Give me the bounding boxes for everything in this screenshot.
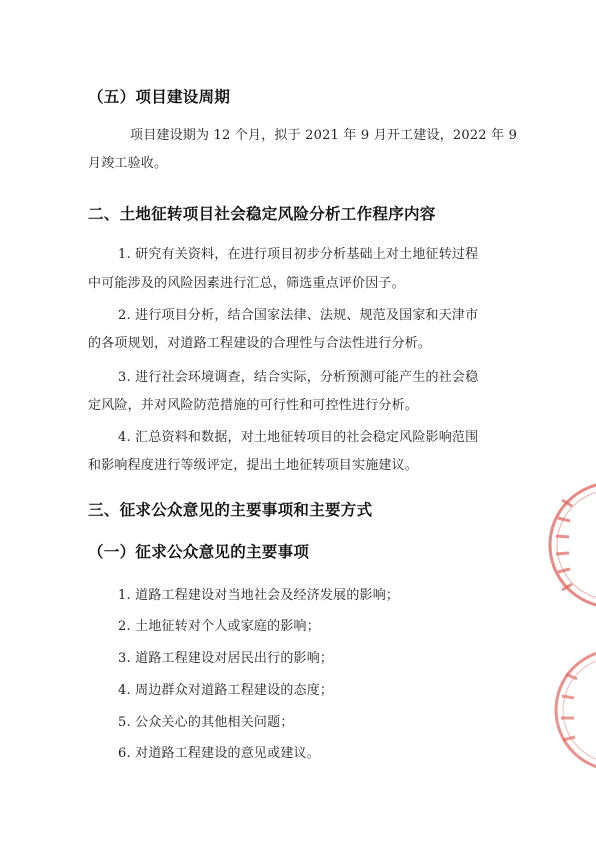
list-item: 1. 道路工程建设对当地社会及经济发展的影响； [118,588,400,603]
procedure-step-1-line-1: 1. 研究有关资料，在进行项目初步分析基础上对土地征转过程 [118,247,479,262]
list-item: 4. 周边群众对道路工程建设的态度； [118,683,334,698]
procedure-step-3-line-1: 3. 进行社会环境调查，结合实际，分析预测可能产生的社会稳 [118,370,479,385]
list-item: 5. 公众关心的其他相关问题； [118,715,294,730]
procedure-step-3-line-2: 定风险，并对风险防范措施的可行性和可控性进行分析。 [88,398,419,413]
project-period-paragraph-line-2: 月竣工验收。 [88,156,168,171]
procedure-step-4-line-1: 4. 汇总资料和数据，对土地征转项目的社会稳定风险影响范围 [118,430,479,445]
project-period-paragraph-line-1: 项目建设期为 12 个月，拟于 2021 年 9 月开工建设，2022 年 9 [130,128,518,143]
procedure-step-2-line-1: 2. 进行项目分析，结合国家法律、法规、规范及国家和天津市 [118,308,479,323]
section-title-risk-analysis-procedure: 二、土地征转项目社会稳定风险分析工作程序内容 [88,205,436,223]
list-item: 3. 道路工程建设对居民出行的影响； [118,651,334,666]
seal-stamp-lower [546,640,596,780]
section-title-project-period: （五）项目建设周期 [88,88,231,106]
section-title-public-opinion: 三、征求公众意见的主要事项和主要方式 [88,501,373,519]
list-item: 6. 对道路工程建设的意见或建议。 [118,746,320,761]
subsection-title-public-opinion-items: （一）征求公众意见的主要事项 [88,543,310,561]
list-item: 2. 土地征转对个人或家庭的影响； [118,619,320,634]
procedure-step-1-line-2: 中可能涉及的风险因素进行汇总，筛选重点评价因子。 [88,276,405,291]
seal-stamp-upper [540,470,596,620]
procedure-step-2-line-2: 的各项规划，对道路工程建设的合理性与合法性进行分析。 [88,336,432,351]
procedure-step-4-line-2: 和影响程度进行等级评定，提出土地征转项目实施建议。 [88,458,419,473]
